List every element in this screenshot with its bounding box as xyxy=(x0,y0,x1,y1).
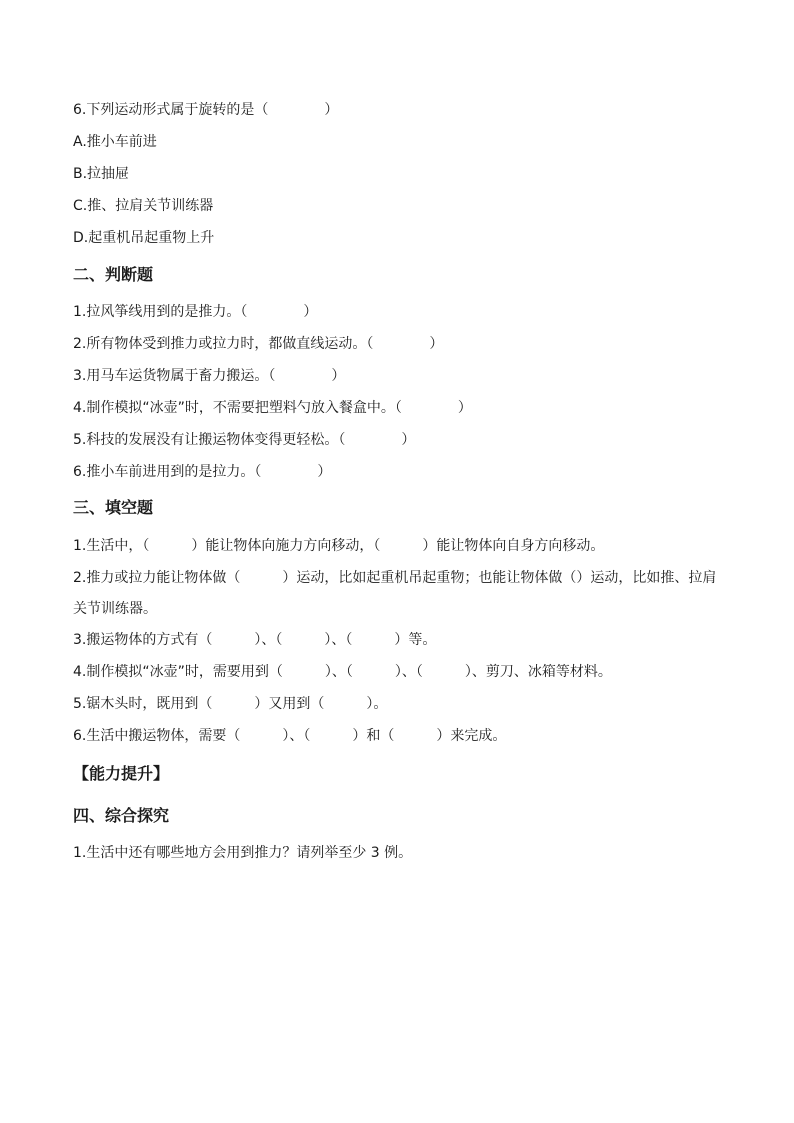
tf-item-3: 3.用马车运货物属于畜力搬运。（ ） xyxy=(73,368,346,384)
tf-item-2: 2.所有物体受到推力或拉力时，都做直线运动。（ ） xyxy=(73,336,444,352)
option-d: D.起重机吊起重物上升 xyxy=(73,230,215,246)
fill-item-3: 3.搬运物体的方式有（ ）、（ ）、（ ）等。 xyxy=(73,632,437,648)
question-6: 6.下列运动形式属于旋转的是（ ） xyxy=(73,102,339,118)
fill-item-1: 1.生活中，（ ）能让物体向施力方向移动，（ ）能让物体向自身方向移动。 xyxy=(73,538,605,554)
tf-item-1: 1.拉风筝线用到的是推力。（ ） xyxy=(73,304,318,320)
fill-item-5: 5.锯木头时，既用到（ ）又用到（ ）。 xyxy=(73,696,388,712)
fill-item-2: 2.推力或拉力能让物体做（ ）运动，比如起重机吊起重物；也能让物体做（）运动，比如推、拉肩关节训练器。 xyxy=(73,570,717,617)
option-a: A.推小车前进 xyxy=(73,134,157,150)
section-4-title: 四、综合探究 xyxy=(73,806,170,825)
option-b: B.拉抽屉 xyxy=(73,166,130,182)
tf-item-6: 6.推小车前进用到的是拉力。（ ） xyxy=(73,464,332,480)
inquiry-item-1: 1.生活中还有哪些地方会用到推力？请列举至少 3 例。 xyxy=(73,845,413,861)
option-c: C.推、拉肩关节训练器 xyxy=(73,198,214,214)
fill-item-4: 4.制作模拟“冰壶”时，需要用到（ ）、（ ）、（ ）、剪刀、冰箱等材料。 xyxy=(73,664,612,680)
section-3-title: 三、填空题 xyxy=(73,498,154,517)
tf-item-4: 4.制作模拟“冰壶”时，不需要把塑料勺放入餐盒中。（ ） xyxy=(73,400,472,416)
tf-item-5: 5.科技的发展没有让搬运物体变得更轻松。（ ） xyxy=(73,432,416,448)
ability-title: 【能力提升】 xyxy=(73,764,170,783)
fill-item-6: 6.生活中搬运物体，需要（ ）、（ ）和（ ）来完成。 xyxy=(73,728,507,744)
section-2-title: 二、判断题 xyxy=(73,265,154,284)
